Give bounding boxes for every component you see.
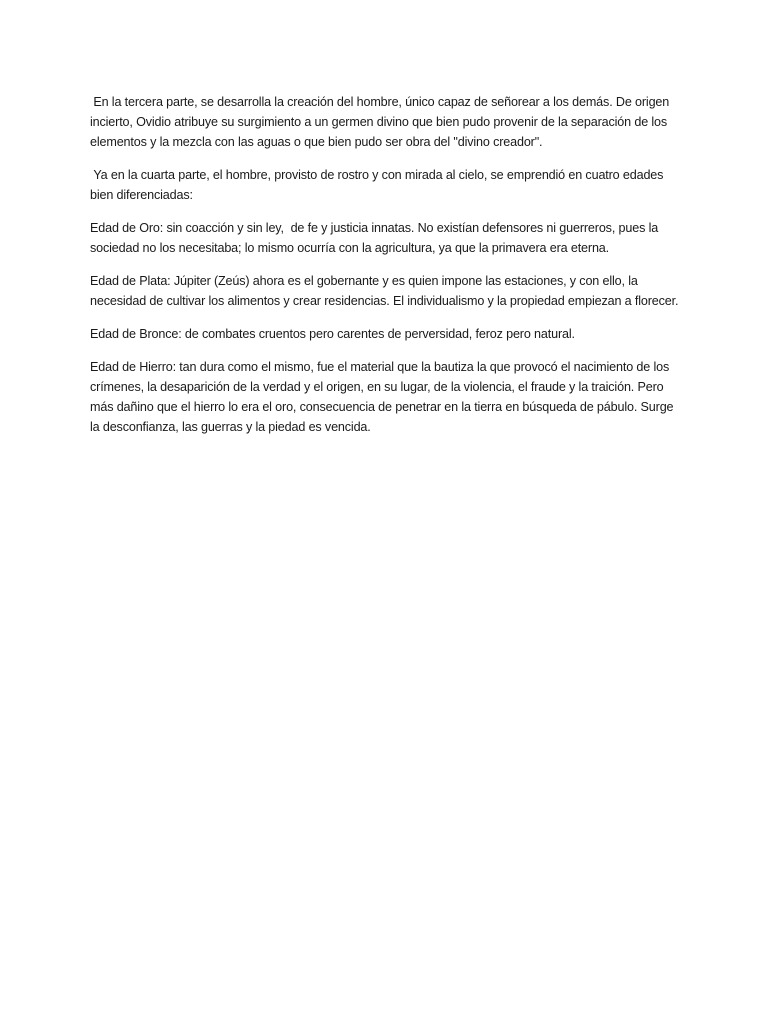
paragraph-bronze-age: Edad de Bronce: de combates cruentos pero carentes de perversidad, feroz pero natural. (90, 327, 575, 341)
paragraph-iron-age: Edad de Hierro: tan dura como el mismo, fue el material que la bautiza la que provocó el nacimiento de los crímenes, la desaparición de la verdad y el origen, en su lugar, de la violencia, el fraude y la traición. Pero más dañino que el hierro lo era el oro, consecuencia de penetrar en la tierra en búsqueda de pábulo. Surge la desconfianza, las guerras y la piedad es vencida. (90, 360, 677, 434)
paragraph-fourth-part: Ya en la cuarta parte, el hombre, provisto de rostro y con mirada al cielo, se emprendió en cuatro edades bien diferenciadas: (90, 168, 667, 202)
document-body (90, 92, 680, 450)
paragraph-golden-age: Edad de Oro: sin coacción y sin ley, de fe y justicia innatas. No existían defensores ni guerreros, pues la sociedad no los necesitaba; lo mismo ocurría con la agricultura, ya que la primavera era eterna. (90, 221, 662, 255)
paragraph-silver-age: Edad de Plata: Júpiter (Zeús) ahora es el gobernante y es quien impone las estaciones, y con ello, la necesidad de cultivar los alimentos y crear residencias. El individualismo y la propiedad empiezan a florecer. (90, 274, 679, 308)
paragraph-creation-of-man: En la tercera parte, se desarrolla la creación del hombre, único capaz de señorear a los demás. De origen incierto, Ovidio atribuye su surgimiento a un germen divino que bien pudo provenir de la separación de los elementos y la mezcla con las aguas o que bien pudo ser obra del "divino creador". (90, 95, 673, 149)
